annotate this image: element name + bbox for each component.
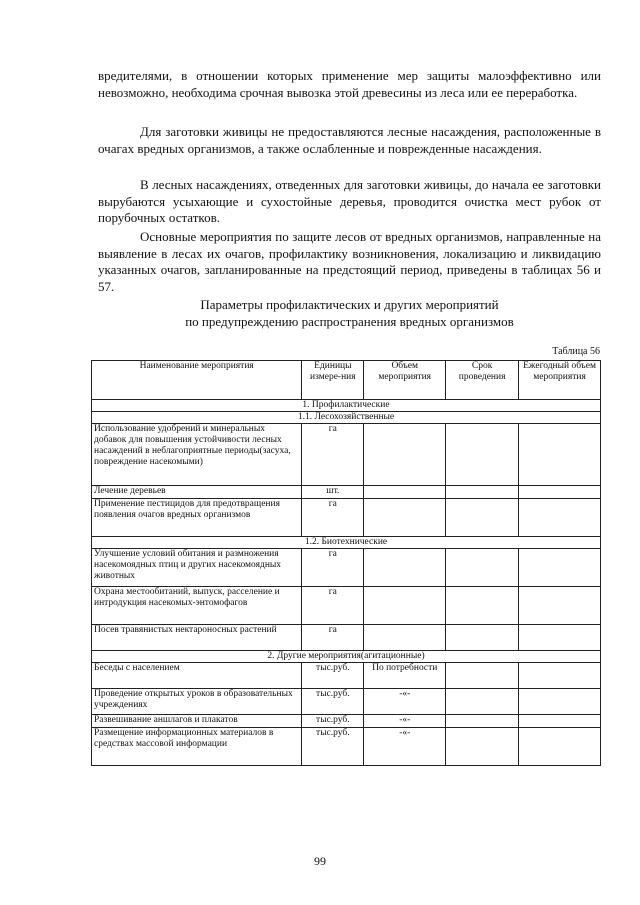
cell-annual bbox=[519, 689, 601, 715]
cell-volume bbox=[364, 587, 446, 625]
cell-volume: По потребности bbox=[364, 663, 446, 689]
cell-annual bbox=[519, 625, 601, 651]
cell-annual bbox=[519, 715, 601, 728]
cell-name: Улучшение условий обитания и размножения насекомоядных птиц и других насекомоядных животных bbox=[92, 549, 302, 587]
cell-volume: -«- bbox=[364, 728, 446, 766]
cell-term bbox=[446, 663, 519, 689]
section-1-2: 1.2. Биотехнические bbox=[92, 537, 601, 549]
cell-annual bbox=[519, 424, 601, 486]
cell-annual bbox=[519, 549, 601, 587]
cell-annual bbox=[519, 486, 601, 499]
cell-term bbox=[446, 625, 519, 651]
cell-term bbox=[446, 728, 519, 766]
table-title-line-1: Параметры профилактических и других мероприятий bbox=[200, 297, 499, 312]
cell-term bbox=[446, 715, 519, 728]
section-1: 1. Профилактические bbox=[92, 400, 601, 412]
table-row bbox=[92, 499, 601, 537]
table-row bbox=[92, 663, 601, 689]
section-row bbox=[92, 537, 601, 549]
cell-volume bbox=[364, 499, 446, 537]
section-row bbox=[92, 412, 601, 424]
cell-volume bbox=[364, 549, 446, 587]
section-2: 2. Другие мероприятия(агитационные) bbox=[92, 651, 601, 663]
cell-name: Посев травянистых нектароносных растений bbox=[92, 625, 302, 651]
cell-units: га bbox=[302, 625, 364, 651]
cell-units: га bbox=[302, 549, 364, 587]
table-row bbox=[92, 587, 601, 625]
paragraph-1: вредителями, в отношении которых применение мер защиты малоэффективно или невозможно, необходима срочная вывозка этой древесины из леса или ее переработка. bbox=[98, 68, 601, 100]
cell-volume bbox=[364, 625, 446, 651]
table-title-line-2: по предупреждению распространения вредных организмов bbox=[185, 314, 514, 329]
cell-units: тыс.руб. bbox=[302, 689, 364, 715]
header-term: Срок проведения bbox=[446, 361, 519, 400]
header-volume: Объем мероприятия bbox=[364, 361, 446, 400]
cell-name: Беседы с населением bbox=[92, 663, 302, 689]
table-row bbox=[92, 549, 601, 587]
section-row bbox=[92, 651, 601, 663]
cell-units: га bbox=[302, 499, 364, 537]
header-units: Единицы измере-ния bbox=[302, 361, 364, 400]
cell-name: Развешивание аншлагов и плакатов bbox=[92, 715, 302, 728]
cell-annual bbox=[519, 728, 601, 766]
cell-units: га bbox=[302, 424, 364, 486]
cell-annual bbox=[519, 587, 601, 625]
paragraph-3: В лесных насаждениях, отведенных для заготовки живицы, до начала ее заготовки вырубаются усыхающие и сухостойные деревья, проводится очистка мест рубок от порубочных остатков. bbox=[98, 177, 601, 226]
cell-name: Размещение информационных материалов в средствах массовой информации bbox=[92, 728, 302, 766]
header-name: Наименование мероприятия bbox=[92, 361, 302, 400]
paragraph-2: Для заготовки живицы не предоставляются лесные насаждения, расположенные в очагах вредных организмов, а также ослабленные и поврежденные насаждения. bbox=[98, 124, 601, 156]
table-row bbox=[92, 424, 601, 486]
table-row bbox=[92, 728, 601, 766]
cell-term bbox=[446, 689, 519, 715]
page-number: 99 bbox=[314, 854, 326, 868]
cell-units: шт. bbox=[302, 486, 364, 499]
cell-units: тыс.руб. bbox=[302, 728, 364, 766]
header-annual: Ежегодный объем мероприятия bbox=[519, 361, 601, 400]
cell-volume: -«- bbox=[364, 715, 446, 728]
cell-term bbox=[446, 424, 519, 486]
cell-units: га bbox=[302, 587, 364, 625]
cell-units: тыс.руб. bbox=[302, 663, 364, 689]
cell-volume bbox=[364, 486, 446, 499]
cell-annual bbox=[519, 663, 601, 689]
table-number: Таблица 56 bbox=[552, 346, 600, 357]
cell-term bbox=[446, 549, 519, 587]
cell-annual bbox=[519, 499, 601, 537]
cell-name: Проведение открытых уроков в образовательных учреждениях bbox=[92, 689, 302, 715]
cell-term bbox=[446, 486, 519, 499]
paragraph-4: Основные мероприятия по защите лесов от вредных организмов, направленные на выявление в лесах их очагов, профилактику возникновения, локализацию и ликвидацию указанных очагов, запланированные на предстоящий период, приведены в таблицах 56 и 57. bbox=[98, 229, 601, 294]
cell-name: Лечение деревьев bbox=[92, 486, 302, 499]
cell-volume: -«- bbox=[364, 689, 446, 715]
section-1-1: 1.1. Лесохозяйственные bbox=[92, 412, 601, 424]
cell-term bbox=[446, 499, 519, 537]
cell-term bbox=[446, 587, 519, 625]
cell-name: Охрана местообитаний, выпуск, расселение и интродукция насекомых-энтомофагов bbox=[92, 587, 302, 625]
table-row bbox=[92, 486, 601, 499]
measures-table bbox=[91, 360, 601, 766]
table-row bbox=[92, 625, 601, 651]
table-header-row bbox=[92, 361, 601, 400]
table-row bbox=[92, 715, 601, 728]
cell-name: Использование удобрений и минеральных добавок для повышения устойчивости лесных насаждений в неблагоприятные периоды(засуха, повреждение насекомыми) bbox=[92, 424, 302, 486]
table-row bbox=[92, 689, 601, 715]
cell-volume bbox=[364, 424, 446, 486]
cell-units: тыс.руб. bbox=[302, 715, 364, 728]
section-row bbox=[92, 400, 601, 412]
cell-name: Применение пестицидов для предотвращения появления очагов вредных организмов bbox=[92, 499, 302, 537]
